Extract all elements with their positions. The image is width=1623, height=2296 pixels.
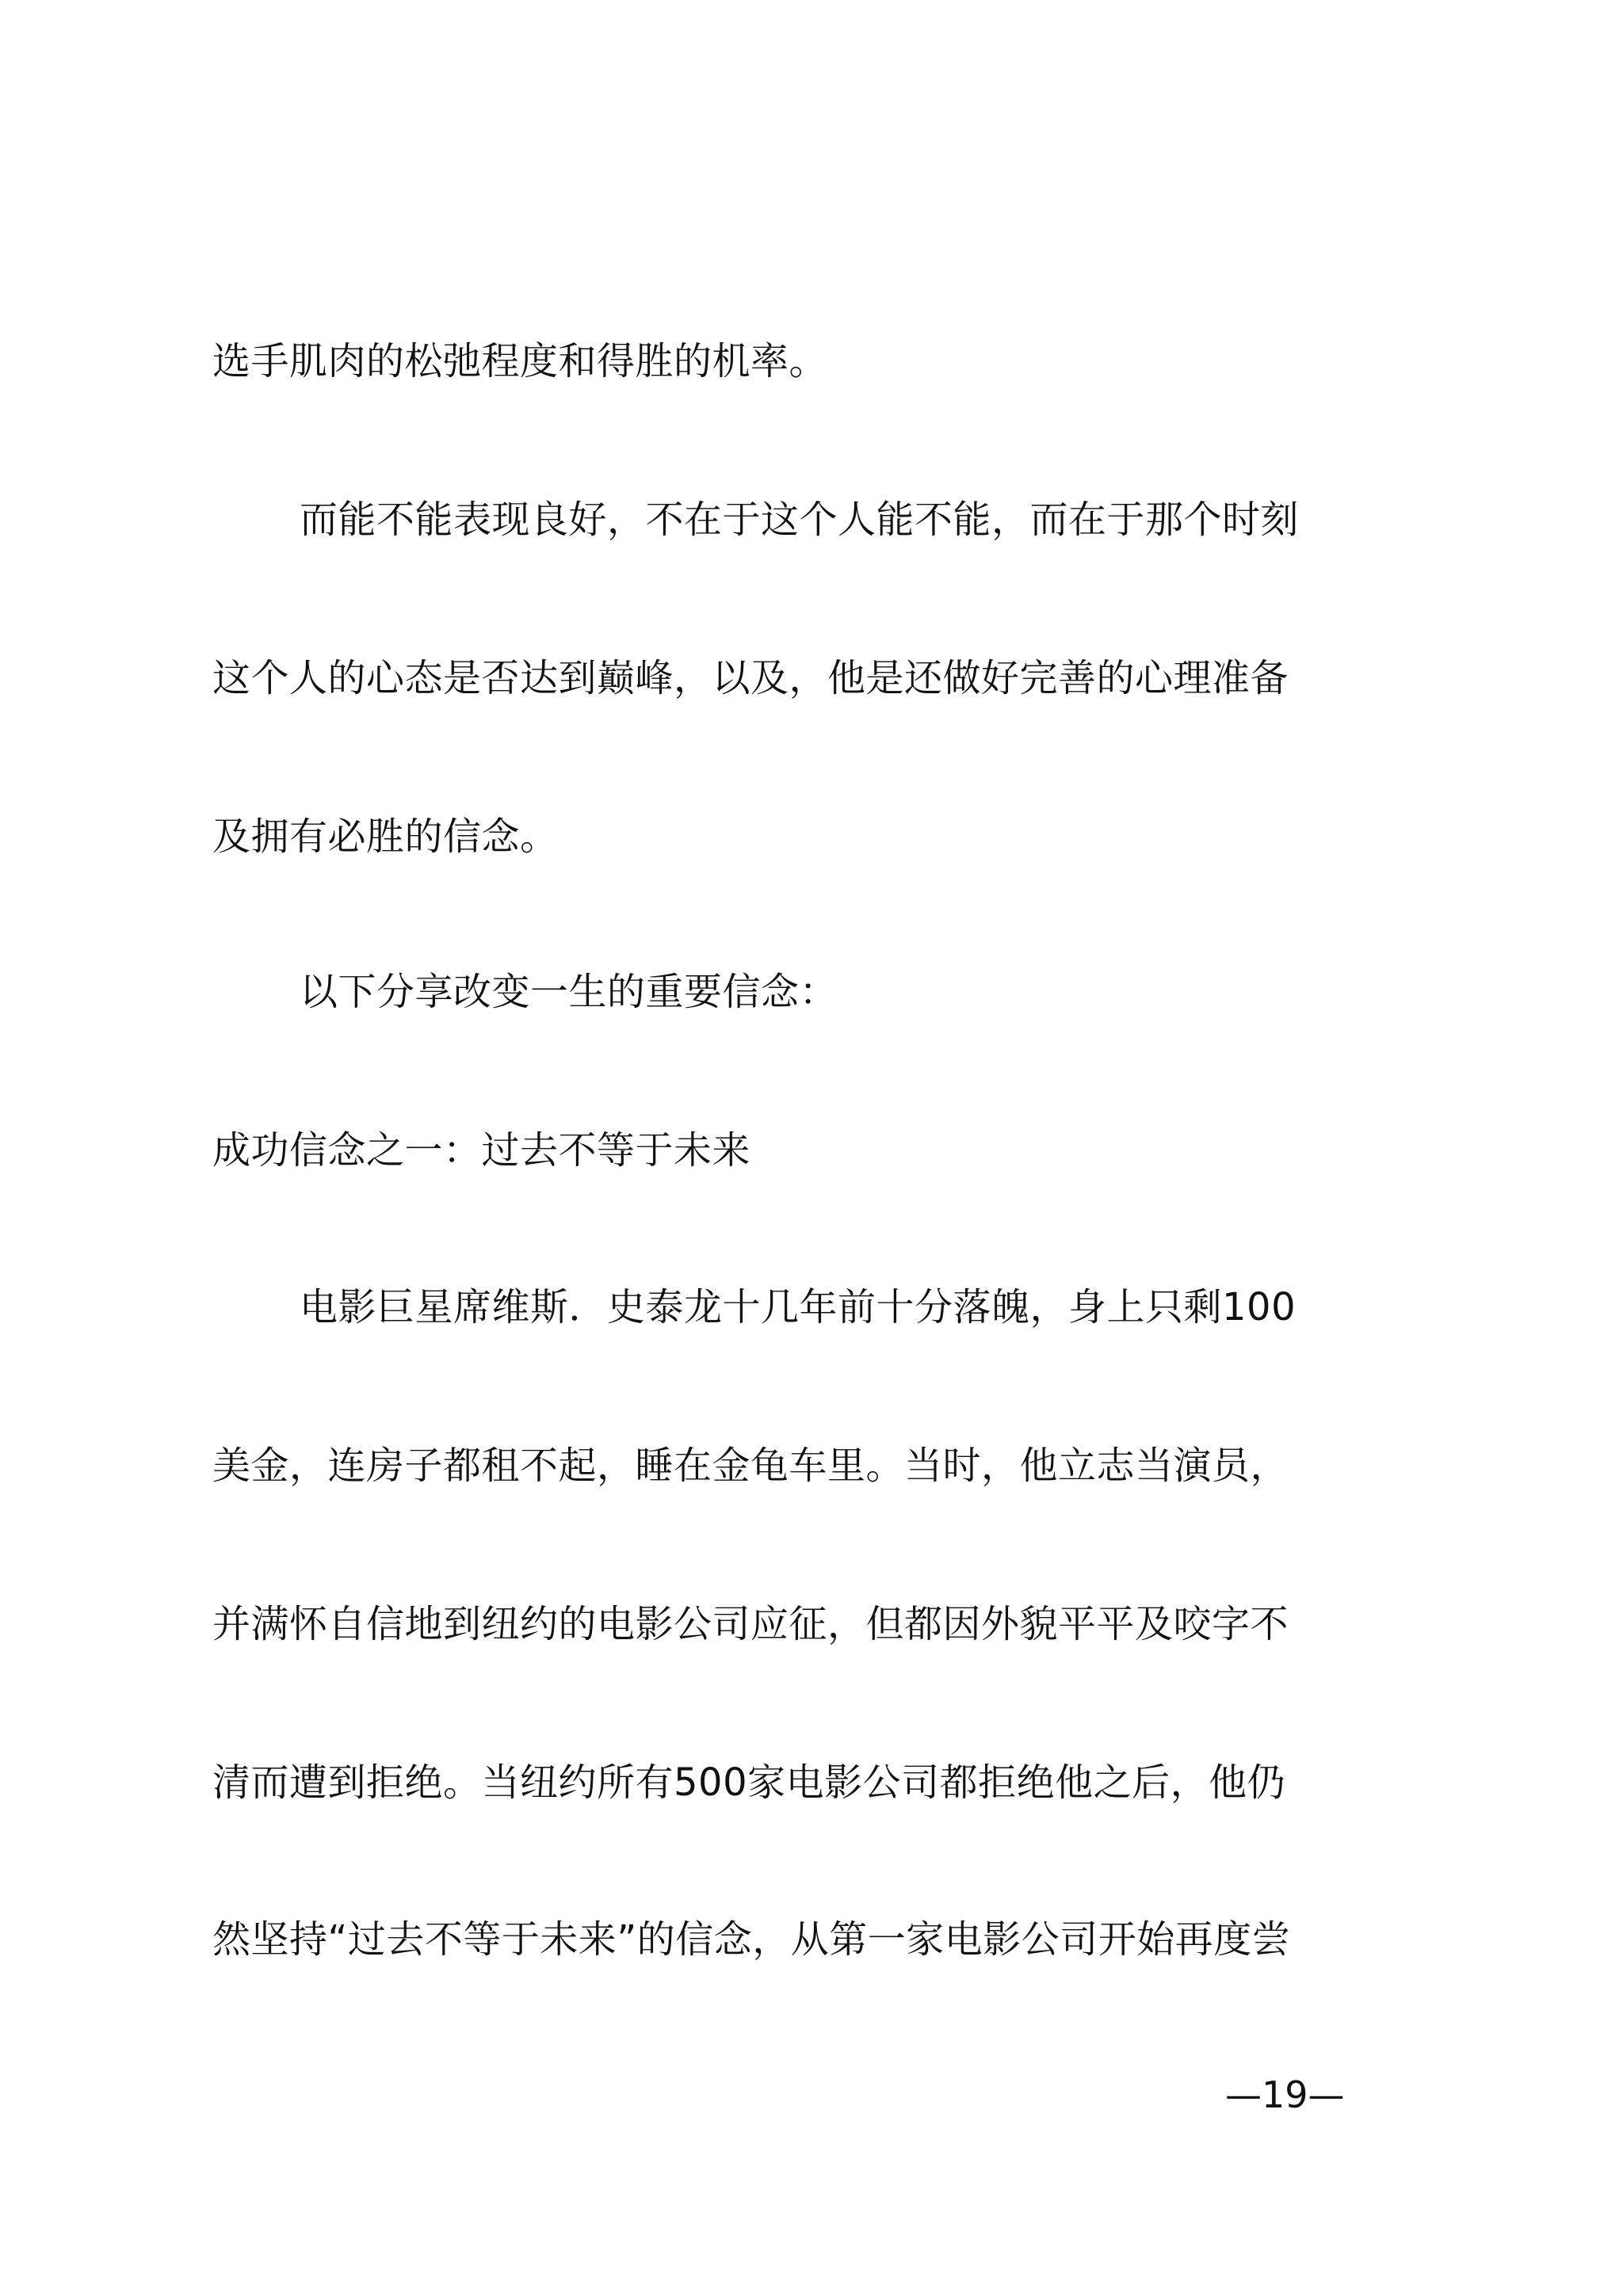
text-line-8: 美金，连房子都租不起，睡在金龟车里。当时，他立志当演员， xyxy=(212,1444,1289,1488)
page-number: —19— xyxy=(1225,2073,1345,2116)
text-line-3: 这个人的心态是否达到巅峰，以及，他是还做好完善的心理准备 xyxy=(212,656,1289,700)
text-line-7: 电影巨星席维斯．史泰龙十几年前十分落魄，身上只剩100 xyxy=(300,1285,1296,1329)
text-line-2: 而能不能表现良好，不在于这个人能不能，而在于那个时刻 xyxy=(300,498,1300,542)
text-line-5: 以下分享改变一生的重要信念： xyxy=(300,970,838,1014)
text-line-1: 选手肌肉的松弛程度和得胜的机率。 xyxy=(212,339,828,383)
section-heading: 成功信念之一：过去不等于未来 xyxy=(212,1128,751,1173)
text-line-4: 及拥有必胜的信念。 xyxy=(212,814,559,859)
text-line-11: 然坚持“过去不等于未来”的信念，从第一家电影公司开始再度尝 xyxy=(212,1917,1291,1962)
text-line-9: 并满怀自信地到纽约的电影公司应征，但都因外貌平平及咬字不 xyxy=(212,1602,1289,1646)
text-line-10: 清而遭到拒绝。当纽约所有500家电影公司都拒绝他之后，他仍 xyxy=(212,1760,1286,1805)
